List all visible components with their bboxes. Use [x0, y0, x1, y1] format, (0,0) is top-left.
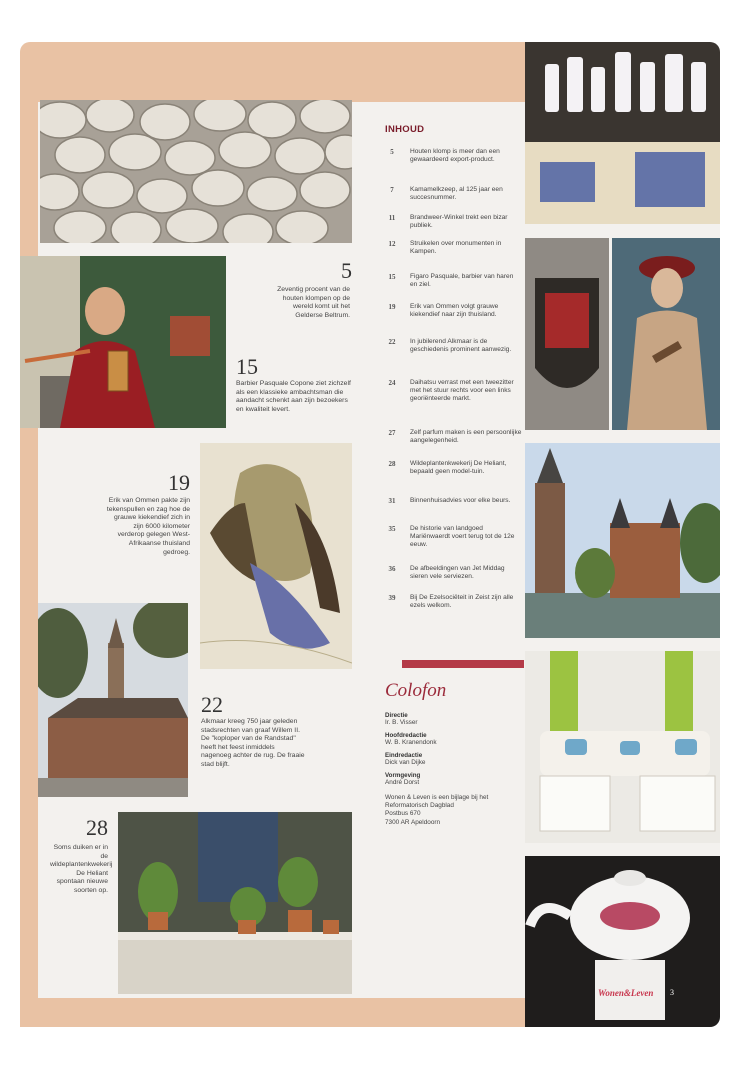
harrier-illustration [200, 443, 352, 669]
toc-page-number: 5 [390, 148, 394, 156]
interior-photo [525, 651, 720, 843]
toc-page-number: 39 [388, 594, 396, 602]
kampen-illustration [525, 443, 720, 638]
soap-illustration [525, 42, 720, 224]
colofon-entry [385, 752, 520, 766]
toc-description: Brandweer-Winkel trekt een bizar publiek. [410, 214, 508, 230]
soap-photo [525, 42, 720, 224]
nursery-illustration [118, 812, 352, 994]
toc-description: Binnenhuisadvies voor elke beurs. [410, 497, 511, 504]
colofon-value: W. B. Kranendonk [385, 739, 437, 746]
feature-5-caption: Zeventig procent van de houten klompen op de wereld komt uit het Gelderse Beltrum. [277, 286, 350, 319]
colofon-label: Directie [385, 712, 408, 719]
toc-page-number: 27 [388, 429, 396, 437]
toc-title: INHOUD [385, 124, 425, 135]
toc-description: Zelf parfum maken is een persoonlijke aangelegenheid. [410, 429, 522, 445]
colofon-footer-line: Reformatorisch Dagblad [385, 802, 454, 810]
colofon-label: Eindredactie [385, 752, 423, 759]
toc-description: Wildeplantenkwekerij De Heliant, bepaald geen model-tuin. [410, 460, 507, 476]
toc-description: De historie van landgoed Mariënwaerdt voert terug tot de 12e eeuw. [410, 525, 515, 549]
feature-28-number: 28 [86, 815, 108, 840]
peach-band-top [20, 42, 525, 102]
toc-page-number: 36 [388, 565, 396, 573]
clogs-photo [40, 100, 352, 243]
toc-description: Figaro Pasquale, barbier van haren en ziel. [410, 273, 514, 289]
toc-description: Kamamelkzeep, al 125 jaar een succesnummer. [410, 186, 503, 202]
harrier-painting [200, 443, 352, 669]
barber-photo [20, 256, 226, 428]
firefighter-statue-photo [612, 238, 720, 430]
colofon-title: Colofon [385, 680, 447, 701]
toc-page-number: 12 [388, 240, 396, 248]
toc-description: Daihatsu verrast met een tweezitter met het stuur rechts voor een links georiënteerde markt. [410, 379, 514, 403]
toc-page-number: 15 [388, 273, 396, 281]
toc-description: Houten klomp is meer dan een gewaardeerd export-product. [410, 148, 500, 164]
colofon-divider [402, 660, 524, 668]
toc-page-number: 7 [390, 186, 394, 194]
toc-description: Erik van Ommen volgt grauwe kiekendief naar zijn thuisland. [410, 303, 499, 319]
colofon-value: Ir. B. Visser [385, 719, 418, 726]
toc-page-number: 24 [388, 379, 396, 387]
peach-band-bottom [20, 998, 525, 1027]
toc-column [352, 102, 525, 998]
toc-description: Struikelen over monumenten in Kampen. [410, 240, 502, 256]
colofon-label: Hoofdredactie [385, 732, 427, 739]
toc-page-number: 22 [388, 338, 396, 346]
toc-page-number: 11 [388, 214, 396, 222]
colofon-label: Vormgeving [385, 772, 421, 779]
firefighter-plaque-photo [525, 238, 609, 430]
barber-illustration [20, 256, 226, 428]
colofon-footer-line: Postbus 670 [385, 810, 421, 818]
colofon-footer-line: Wonen & Leven is een bijlage bij het [385, 794, 489, 801]
statue-illustration [612, 238, 720, 430]
toc-page-number: 35 [388, 525, 396, 533]
feature-5-number: 5 [341, 258, 352, 283]
kampen-gate-photo [525, 443, 720, 638]
feature-28-caption: Soms duiken er in de wildeplantenkwekerij De Heliant spontaan nieuwe soorten op. [50, 844, 113, 894]
plaque-illustration [525, 238, 609, 430]
feature-19-caption: Erik van Ommen pakte zijn tekenspullen en zag hoe de grauwe kiekendief zich in zijn 6000 kilometer verderop gelegen West-Afrikaanse thuisland gedroeg. [106, 497, 190, 556]
toc-description: In jubilerend Alkmaar is de geschiedenis prominent aanwezig. [410, 338, 512, 354]
colofon-footer-line: 7300 AR Apeldoorn [385, 818, 441, 826]
interior-illustration [525, 651, 720, 843]
feature-15-number: 15 [236, 354, 258, 379]
peach-band-left [20, 102, 38, 1027]
toc-description: Bij De Ezelsociëteit in Zeist zijn alle ezels welkom. [410, 594, 514, 610]
colofon-entry [385, 732, 520, 746]
colofon-footer [385, 794, 520, 827]
feature-19-number: 19 [168, 470, 190, 495]
page-number: 3 [670, 988, 674, 997]
toc-page-number: 19 [388, 303, 396, 311]
clogs-illustration [40, 100, 352, 243]
feature-15-caption: Barbier Pasquale Copone ziet zichzelf als een klassieke ambachtsman die aandacht schenkt aan zijn bezoekers en kwaliteit levert. [236, 380, 351, 413]
toc-page-number: 31 [388, 497, 396, 505]
colofon-entry [385, 712, 520, 726]
feature-22-number: 22 [201, 692, 223, 717]
colofon-value: Dick van Dijke [385, 759, 426, 766]
feature-22-caption: Alkmaar kreeg 750 jaar geleden stadsrechten van graaf Willem II. De "koploper van de Randstad" heeft het feest inmiddels nagenoeg achter de rug. De fraaie stad blijft. [201, 718, 305, 768]
nursery-photo [118, 812, 352, 994]
toc-description: De afbeeldingen van Jet Middag sieren vele serviezen. [410, 565, 505, 581]
magazine-logo: Wonen&Leven [598, 988, 654, 998]
alkmaar-photo [38, 603, 188, 797]
teapot-photo [525, 856, 720, 1027]
alkmaar-illustration [38, 603, 188, 797]
colofon-entry [385, 772, 520, 786]
toc-page-number: 28 [388, 460, 396, 468]
colofon-value: André Dorst [385, 779, 420, 786]
teapot-illustration [525, 856, 720, 1027]
colofon-entries [385, 712, 520, 827]
